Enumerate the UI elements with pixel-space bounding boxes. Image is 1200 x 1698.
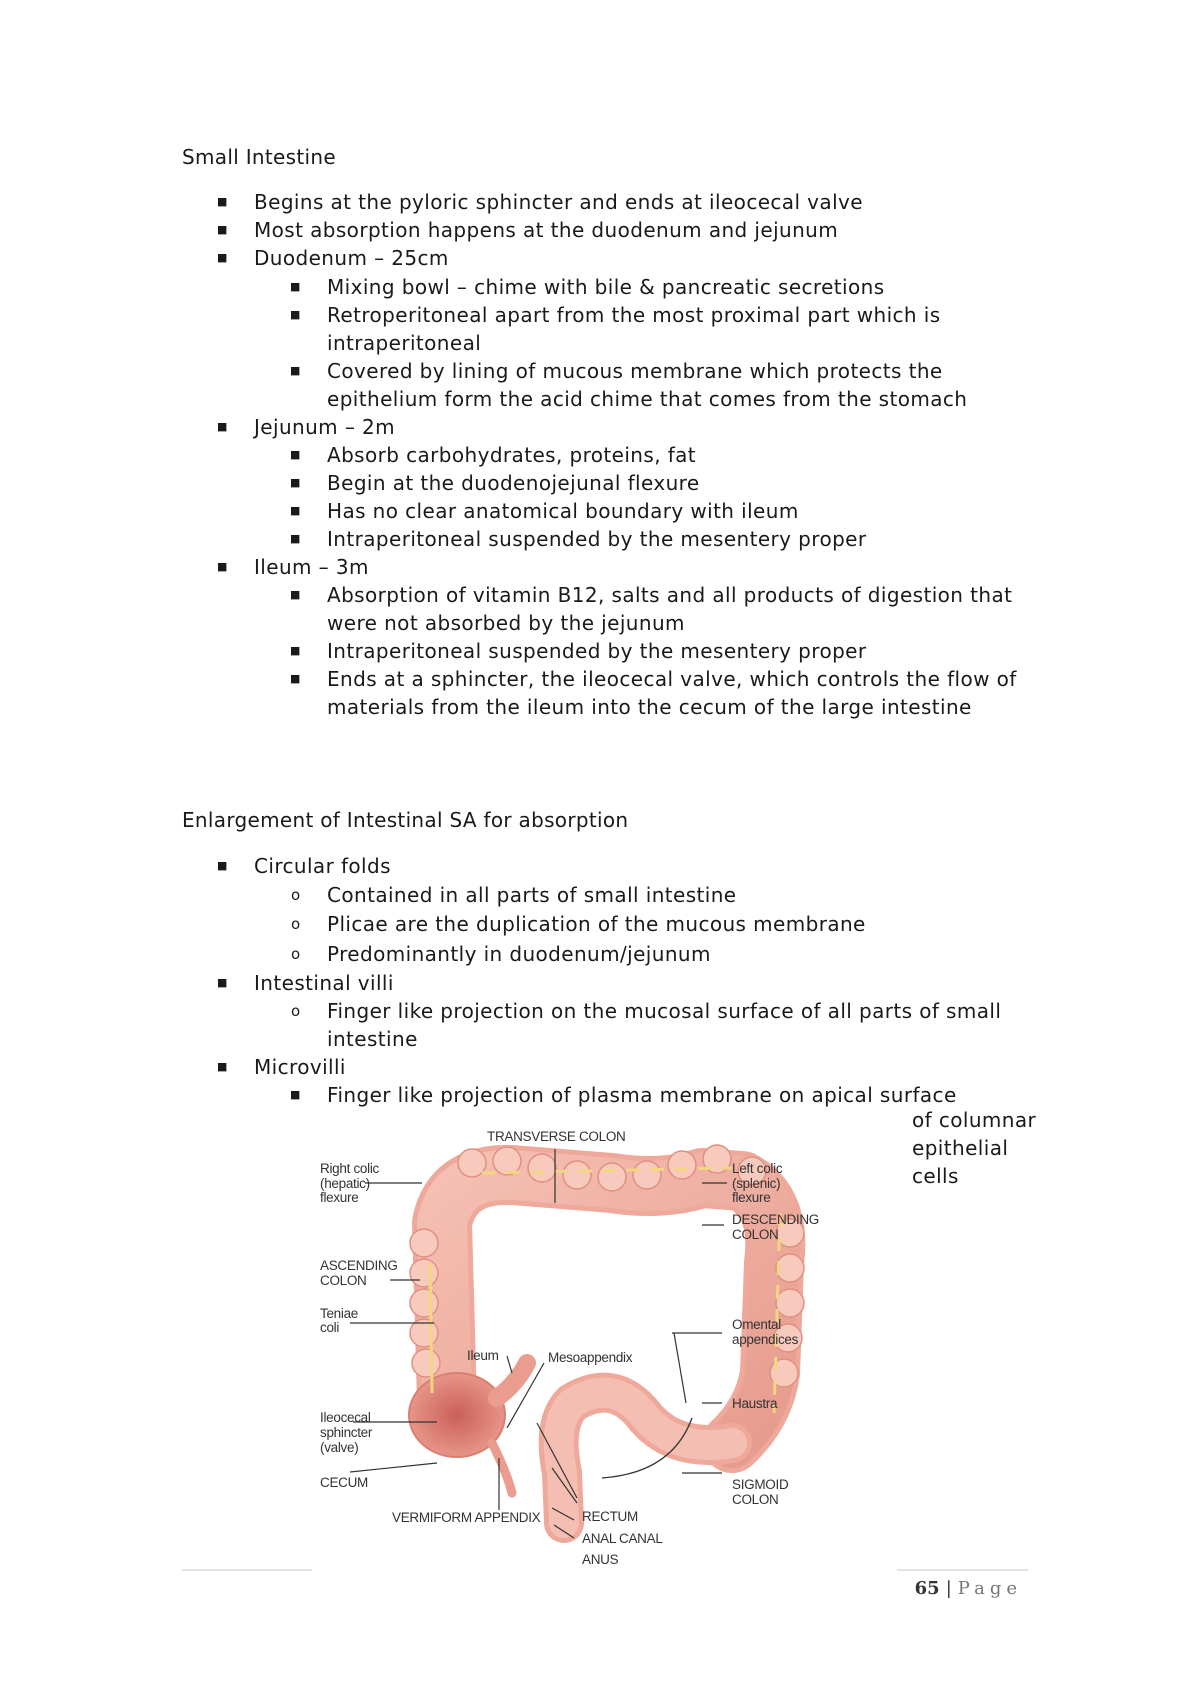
label-haustra: Haustra [732,1396,778,1411]
label-right-colic: Right colic [320,1161,379,1176]
bullet-icon: ■ [290,504,301,517]
label-rectum: RECTUM [582,1509,638,1524]
footer-divider [182,1569,312,1571]
bullet-icon: ■ [290,588,301,601]
list-item-continuation: of columnar epithelial cells [912,1108,1037,1188]
bullet-icon: ■ [217,195,228,208]
page-footer [915,1578,1022,1599]
bullet-icon: ■ [290,644,301,657]
bullet-icon: ■ [290,672,301,685]
list-item: Covered by lining of mucous membrane which protects the epithelium form the acid chime that comes from the stomach [327,359,968,411]
list-item: Ends at a sphincter, the ileocecal valve, which controls the flow of materials from the ileum into the cecum of the large intestine [327,667,1017,719]
list-item: Begin at the duodenojejunal flexure [327,471,700,495]
label-ascending-colon: ASCENDING [320,1258,398,1273]
label-anal-canal: ANAL CANAL [582,1531,663,1546]
bullet-icon: ■ [290,364,301,377]
list-item: Begins at the pyloric sphincter and ends at ileocecal valve [254,190,863,214]
bullet-icon: ■ [217,420,228,433]
label-ileocecal-sphincter: (valve) [320,1440,359,1455]
label-descending-colon: COLON [732,1227,779,1242]
label-right-colic: flexure [320,1190,359,1205]
footer-divider [897,1569,1028,1571]
list-item: Circular folds [254,854,391,878]
list-item: Ileum – 3m [254,555,369,579]
bullet-icon: ■ [290,1088,301,1101]
bullet-icon: ■ [290,308,301,321]
label-mesoappendix: Mesoappendix [548,1350,633,1365]
bullet-icon: ■ [290,280,301,293]
list-item: Plicae are the duplication of the mucous membrane [327,912,866,936]
label-ascending-colon: COLON [320,1273,367,1288]
label-transverse-colon: TRANSVERSE COLON [487,1129,626,1144]
label-vermiform-appendix: VERMIFORM APPENDIX [392,1510,541,1525]
circle-bullet-icon: o [291,945,301,963]
list-item: Finger like projection on the mucosal surface of all parts of small intestine [327,999,1002,1051]
list-item: Microvilli [254,1055,346,1079]
list-item: Mixing bowl – chime with bile & pancreatic secretions [327,275,885,299]
footer-separator: | [945,1578,952,1599]
label-ileocecal-sphincter: Ileocecal [320,1410,371,1425]
label-anus: ANUS [582,1552,619,1567]
list-item: Absorption of vitamin B12, salts and all products of digestion that were not absorbed by the jejunum [327,583,1013,635]
label-left-colic: (splenic) [732,1176,781,1191]
label-omental-appendices: appendices [732,1332,799,1347]
bullet-icon: ■ [217,251,228,264]
label-left-colic: Left colic [732,1161,783,1176]
circle-bullet-icon: o [291,1002,301,1020]
section-heading-enlargement: Enlargement of Intestinal SA for absorption [182,808,629,832]
list-item: Intestinal villi [254,971,394,995]
label-ileum: Ileum [467,1348,499,1363]
bullet-icon: ■ [217,976,228,989]
section-heading-small-intestine: Small Intestine [182,145,336,169]
label-teniae-coli: Teniae [320,1306,358,1321]
label-left-colic: flexure [732,1190,771,1205]
list-item: Finger like projection of plasma membrane on apical surface [327,1083,957,1107]
list-item: Jejunum – 2m [254,415,395,439]
bullet-icon: ■ [290,448,301,461]
list-item: Most absorption happens at the duodenum and jejunum [254,218,839,242]
page-number: 65 [914,1578,940,1599]
label-cecum: CECUM [320,1475,368,1490]
large-intestine-diagram [312,1113,902,1578]
list-item: Absorb carbohydrates, proteins, fat [327,443,697,467]
list-item: Intraperitoneal suspended by the mesentery proper [327,527,867,551]
list-item: Predominantly in duodenum/jejunum [327,942,711,966]
list-item: Contained in all parts of small intestine [327,883,737,907]
bullet-icon: ■ [217,859,228,872]
bullet-icon: ■ [290,476,301,489]
page-word: Page [957,1578,1022,1599]
bullet-icon: ■ [217,1060,228,1073]
label-ileocecal-sphincter: sphincter [320,1425,373,1440]
bullet-icon: ■ [217,223,228,236]
list-item: Intraperitoneal suspended by the mesentery proper [327,639,867,663]
circle-bullet-icon: o [291,886,301,904]
label-omental-appendices: Omental [732,1317,781,1332]
label-teniae-coli: coli [320,1320,340,1335]
bullet-icon: ■ [290,532,301,545]
list-item: Retroperitoneal apart from the most proximal part which is intraperitoneal [327,303,941,355]
label-sigmoid-colon: SIGMOID [732,1477,789,1492]
list-item: Has no clear anatomical boundary with ileum [327,499,799,523]
label-descending-colon: DESCENDING [732,1212,820,1227]
list-item: Duodenum – 25cm [254,246,449,270]
circle-bullet-icon: o [291,915,301,933]
label-sigmoid-colon: COLON [732,1492,779,1507]
label-right-colic: (hepatic) [320,1176,370,1191]
bullet-icon: ■ [217,560,228,573]
